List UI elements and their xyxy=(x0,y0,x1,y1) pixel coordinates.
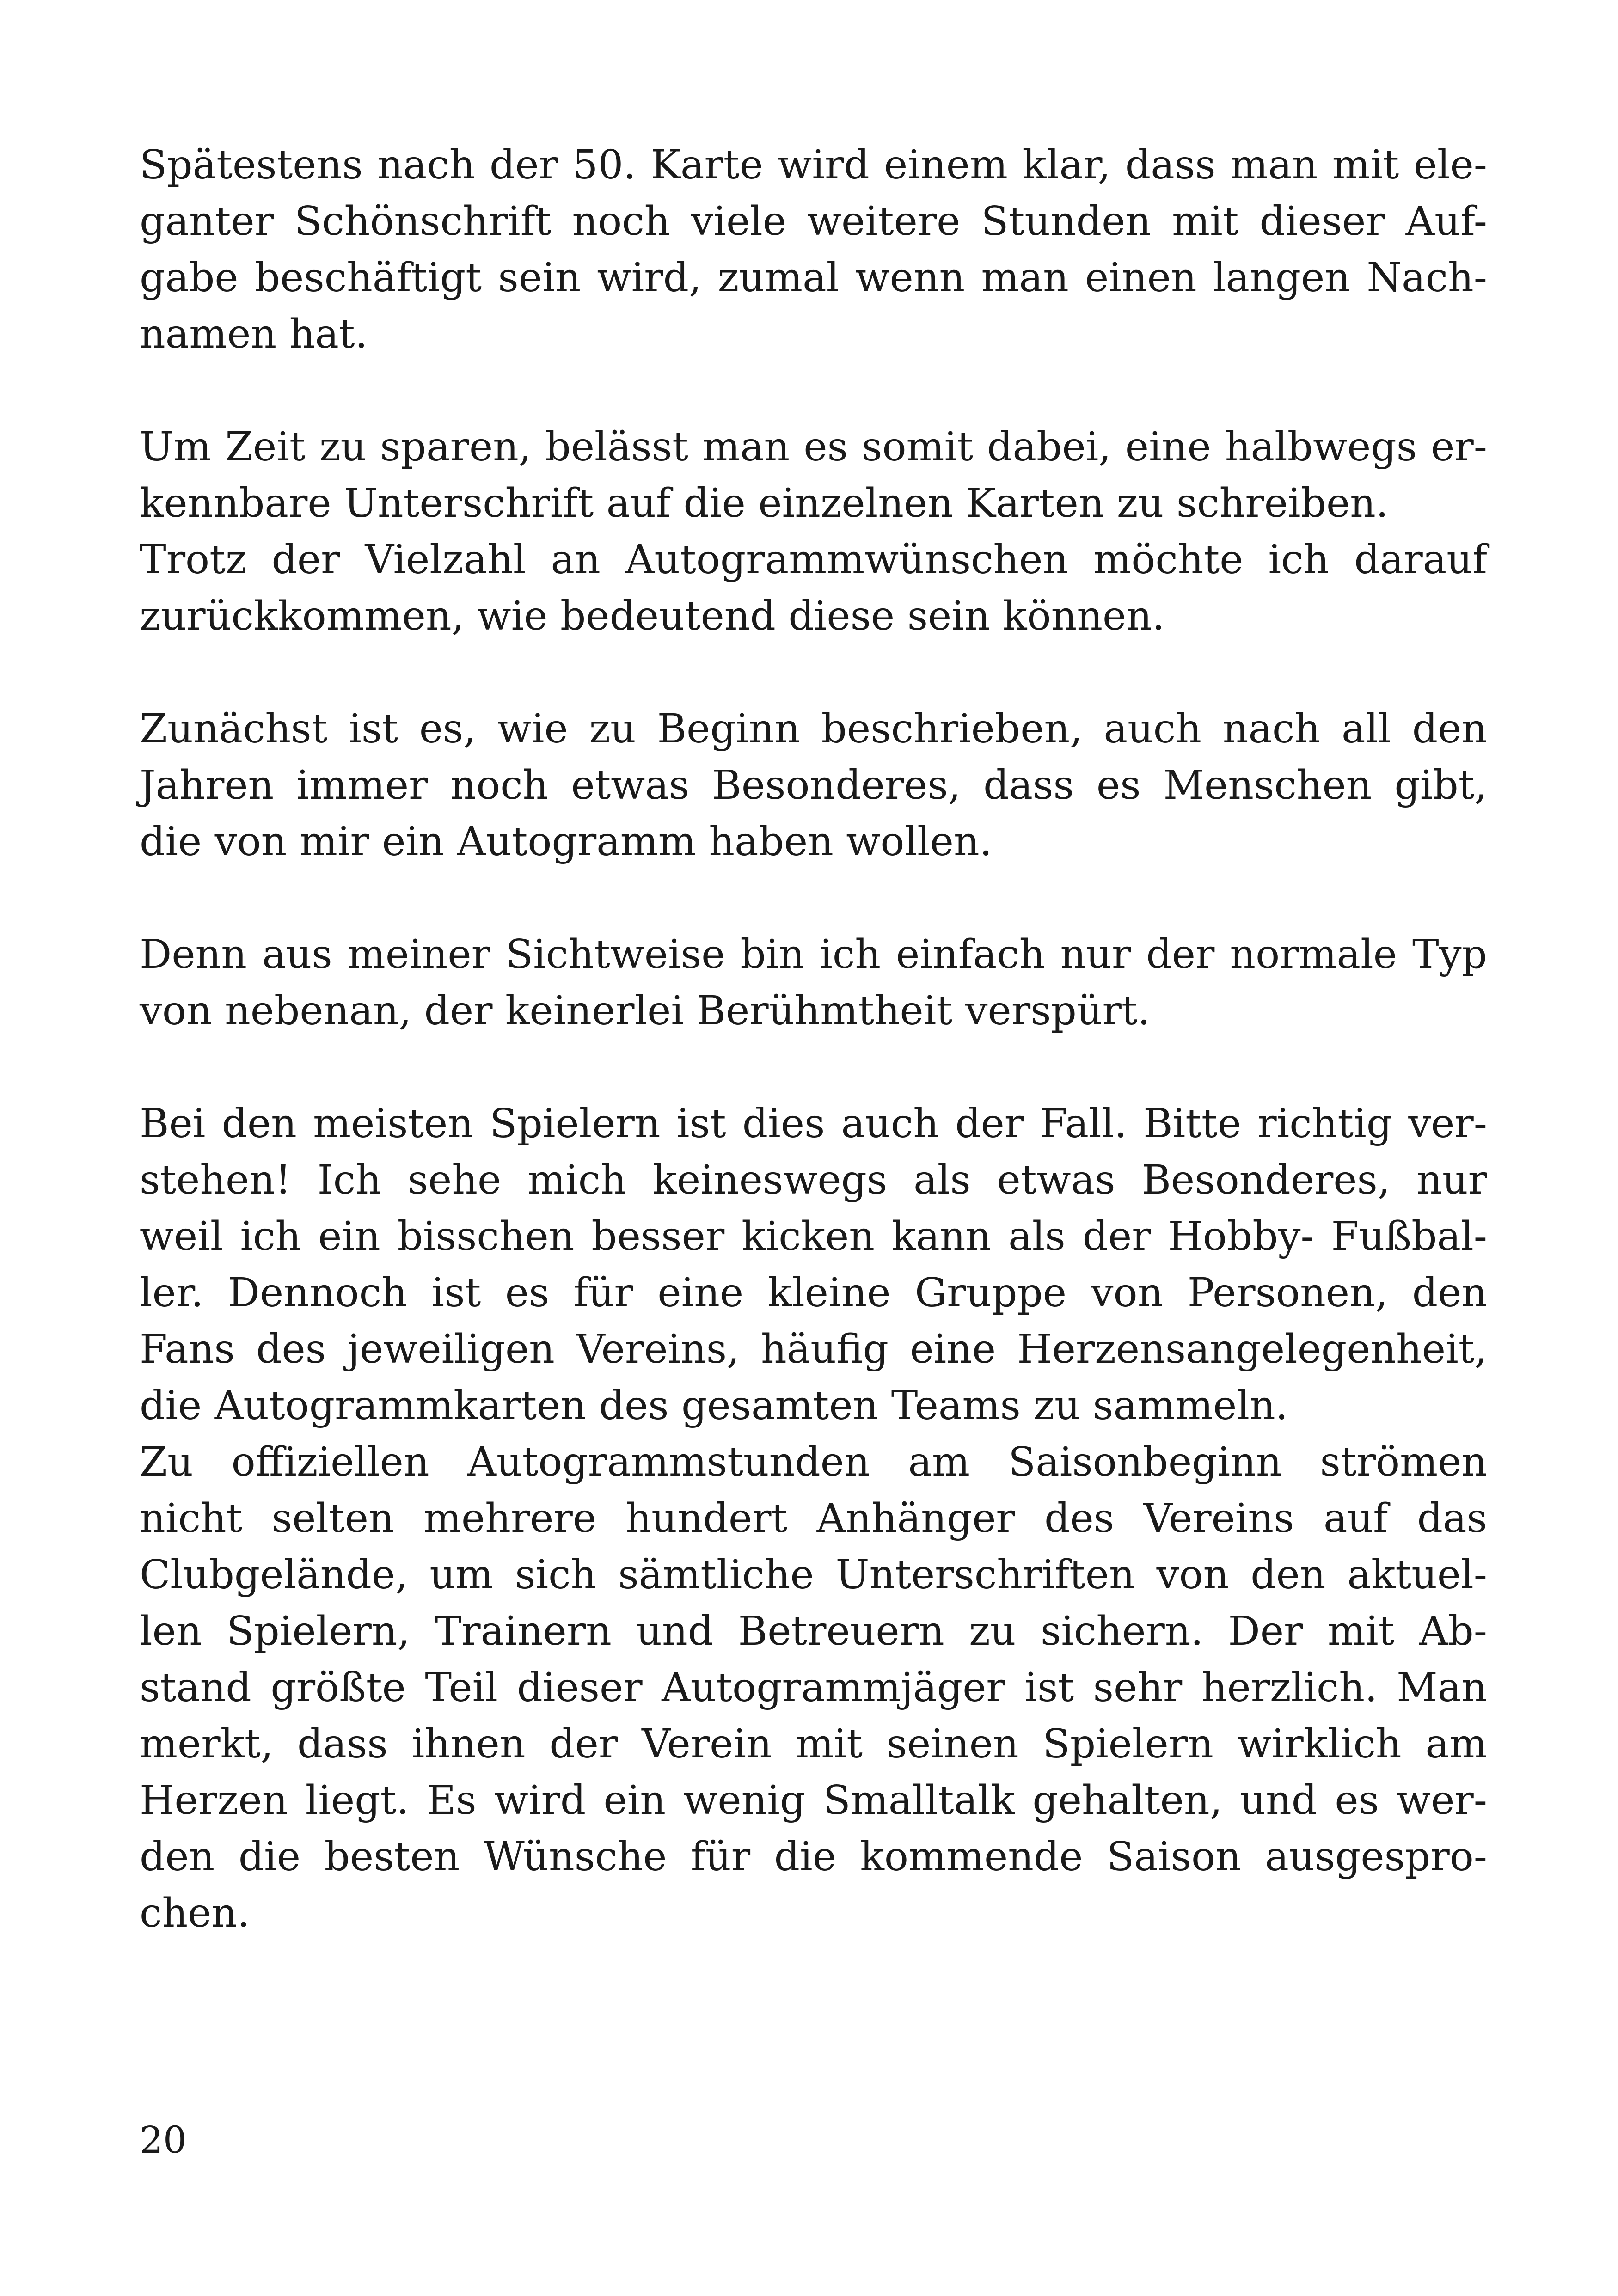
paragraph xyxy=(140,1096,1487,1434)
text-line: Herzen liegt. Es wird ein wenig Smalltalk gehalten, und es wer- xyxy=(140,1777,1487,1824)
text-line: gabe beschäftigt sein wird, zumal wenn man einen langen Nach- xyxy=(140,255,1487,301)
body-text xyxy=(140,137,1487,1998)
text-line: Spätestens nach der 50. Karte wird einem klar, dass man mit ele- xyxy=(140,142,1487,188)
text-line: ler. Dennoch ist es für eine kleine Gruppe von Personen, den xyxy=(140,1270,1487,1316)
paragraph xyxy=(140,701,1487,870)
text-line: Clubgelände, um sich sämtliche Unterschriften von den aktuel- xyxy=(140,1552,1487,1598)
text-line: weil ich ein bisschen besser kicken kann als der Hobby- Fußbal- xyxy=(140,1213,1487,1260)
text-line: namen hat. xyxy=(140,311,368,357)
paragraph xyxy=(140,926,1487,1039)
text-line: den die besten Wünsche für die kommende Saison ausgespro- xyxy=(140,1834,1487,1880)
text-line: Jahren immer noch etwas Besonderes, dass es Menschen gibt, xyxy=(140,762,1487,808)
text-line: stehen! Ich sehe mich keineswegs als etwas Besonderes, nur xyxy=(140,1157,1487,1203)
paragraph xyxy=(140,137,1487,362)
text-line: Um Zeit zu sparen, belässt man es somit dabei, eine halbwegs er- xyxy=(140,424,1487,470)
paragraph xyxy=(140,1434,1487,1941)
text-line: Zu offiziellen Autogrammstunden am Saisonbeginn strömen xyxy=(140,1439,1487,1485)
text-line: chen. xyxy=(140,1890,250,1936)
paragraph xyxy=(140,419,1487,644)
text-line: ganter Schönschrift noch viele weitere Stunden mit dieser Auf- xyxy=(140,198,1487,245)
text-line: die von mir ein Autogramm haben wollen. xyxy=(140,819,993,865)
text-line: Denn aus meiner Sichtweise bin ich einfach nur der normale Typ xyxy=(140,931,1487,978)
text-line: merkt, dass ihnen der Verein mit seinen Spielern wirklich am xyxy=(140,1721,1487,1767)
text-line: nicht selten mehrere hundert Anhänger des Vereins auf das xyxy=(140,1495,1487,1542)
text-line: die Autogrammkarten des gesamten Teams zu sammeln. xyxy=(140,1383,1288,1429)
text-line: Fans des jeweiligen Vereins, häufig eine Herzensangelegenheit, xyxy=(140,1326,1487,1372)
text-line: von nebenan, der keinerlei Berühmtheit verspürt. xyxy=(140,988,1151,1034)
text-line: kennbare Unterschrift auf die einzelnen Karten zu schreiben. xyxy=(140,480,1389,527)
text-line: Trotz der Vielzahl an Autogrammwünschen möchte ich darauf xyxy=(140,537,1487,583)
text-line: Zunächst ist es, wie zu Beginn beschrieben, auch nach all den xyxy=(140,706,1487,752)
text-line: zurückkommen, wie bedeutend diese sein können. xyxy=(140,593,1165,639)
page-number: 20 xyxy=(140,2118,187,2161)
text-line: len Spielern, Trainern und Betreuern zu sichern. Der mit Ab- xyxy=(140,1608,1487,1654)
text-line: Bei den meisten Spielern ist dies auch der Fall. Bitte richtig ver- xyxy=(140,1101,1487,1147)
text-line: stand größte Teil dieser Autogrammjäger ist sehr herzlich. Man xyxy=(140,1665,1487,1711)
